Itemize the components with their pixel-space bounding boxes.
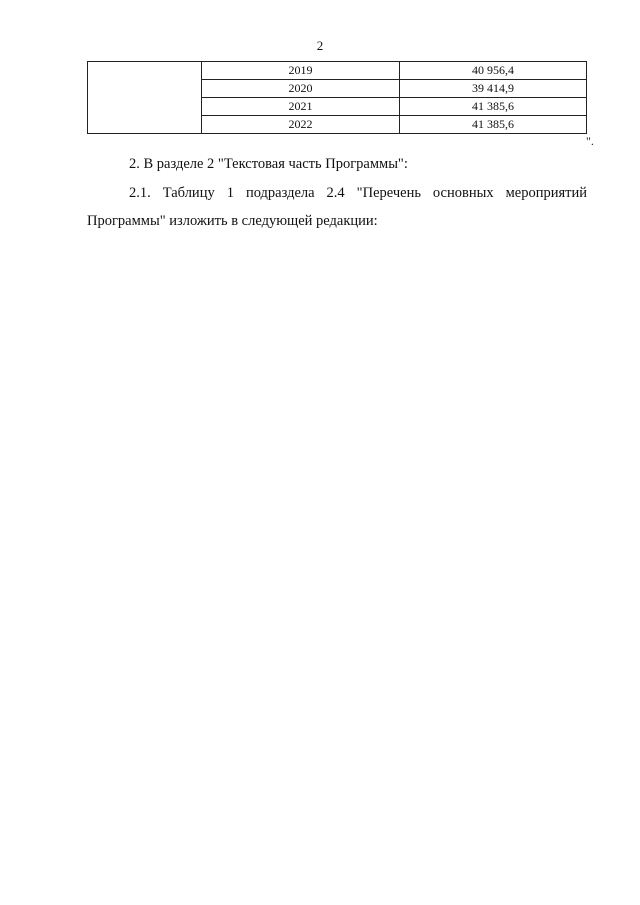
table-row xyxy=(88,62,587,80)
paragraph-section-2: 2. В разделе 2 "Текстовая часть Программы": xyxy=(129,156,408,172)
table-value-cell: 41 385,6 xyxy=(400,116,587,134)
closing-quote-mark: ". xyxy=(586,134,594,148)
page-number: 2 xyxy=(316,38,324,53)
table-year-cell: 2020 xyxy=(202,80,400,98)
table-value-cell: 40 956,4 xyxy=(400,62,587,80)
table-value-cell: 41 385,6 xyxy=(400,98,587,116)
table-year-cell: 2019 xyxy=(202,62,400,80)
table-year-cell: 2022 xyxy=(202,116,400,134)
paragraph-section-2-1: 2.1. Таблицу 1 подраздела 2.4 "Перечень основных мероприятий Программы" изложить в следующей редакции: xyxy=(87,185,587,229)
funding-table xyxy=(87,61,587,134)
table-year-cell: 2021 xyxy=(202,98,400,116)
table-merged-empty-cell xyxy=(88,62,202,134)
table-value-cell: 39 414,9 xyxy=(400,80,587,98)
